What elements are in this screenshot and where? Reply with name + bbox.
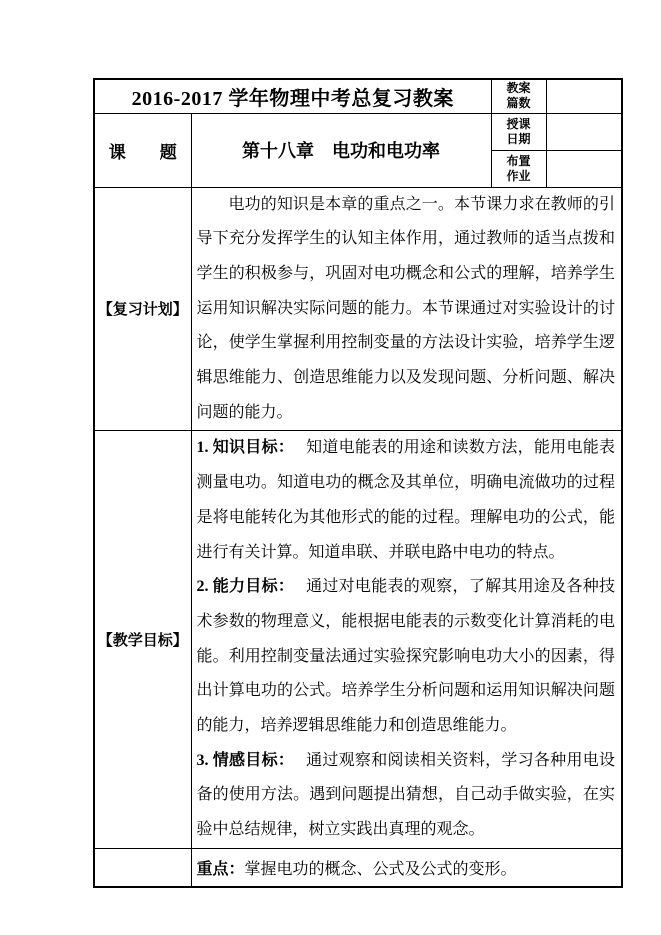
key-point-content — [191, 849, 622, 887]
table-row — [94, 79, 622, 113]
info-label-plan-count: 教案篇数 — [491, 79, 546, 113]
course-title: 第十八章 电功和电功率 — [191, 113, 491, 187]
table-row — [94, 849, 622, 887]
homework-field — [546, 150, 622, 187]
page-title: 2016-2017 学年物理中考总复习教案 — [94, 79, 491, 113]
knowledge-goal — [197, 431, 616, 570]
knowledge-goal-title: 1. 知识目标： — [196, 439, 295, 457]
ability-goal-text: 通过对电能表的观察，了解其用途及各种技术参数的物理意义，能根据电能表的示数变化计算消耗的电能。利用控制变量法通过实验探究影响电功大小的因素，得出计算电功的公式。培养学生分析问题和运用知识解决问题的能力，培养逻辑思维能力和创造思维能力。 — [196, 578, 616, 735]
info-label-teaching-date: 授课日期 — [491, 113, 546, 150]
key-point-label: 重点： — [196, 861, 245, 879]
lesson-plan-table — [93, 78, 623, 888]
table-row — [94, 187, 622, 431]
emotion-goal — [197, 744, 616, 848]
ability-goal-title: 2. 能力目标： — [196, 578, 295, 596]
teaching-goals-content — [191, 431, 622, 849]
review-plan-label: 【复习计划】 — [94, 187, 191, 431]
course-label: 课 题 — [94, 113, 191, 187]
table-row — [94, 113, 622, 150]
emotion-goal-title: 3. 情感目标： — [196, 751, 295, 769]
info-label-homework: 布置作业 — [491, 150, 546, 187]
table-row — [94, 431, 622, 849]
ability-goal — [197, 570, 616, 744]
review-plan-text: 电功的知识是本章的重点之一。本节课力求在教师的引导下充分发挥学生的认知主体作用，通过教师的适当点拨和学生的积极参与，巩固对电功概念和公式的理解，培养学生运用知识解决实际问题的能力。本节课通过对实验设计的讨论，使学生掌握利用控制变量的方法设计实验，培养学生逻辑思维能力、创造思维能力以及发现问题、分析问题、解决问题的能力。 — [196, 195, 616, 421]
review-plan-content — [191, 187, 622, 431]
key-point-spacer-cell — [94, 849, 191, 887]
emotion-goal-text: 通过观察和阅读相关资料，学习各种用电设备的使用方法。遇到问题提出猜想，自己动手做实验，在实验中总结规律，树立实践出真理的观念。 — [196, 751, 616, 839]
knowledge-goal-text: 知道电能表的用途和读数方法，能用电能表测量电功。知道电功的概念及其单位，明确电流做功的过程是将电能转化为其他形式的能的过程。理解电功的公式，能进行有关计算。知道串联、并联电路中电功的特点。 — [196, 439, 616, 561]
teaching-goals-label: 【教学目标】 — [94, 431, 191, 849]
teaching-date-field — [546, 113, 622, 150]
key-point-text: 掌握电功的概念、公式及公式的变形。 — [244, 861, 517, 879]
plan-count-field — [546, 79, 622, 113]
